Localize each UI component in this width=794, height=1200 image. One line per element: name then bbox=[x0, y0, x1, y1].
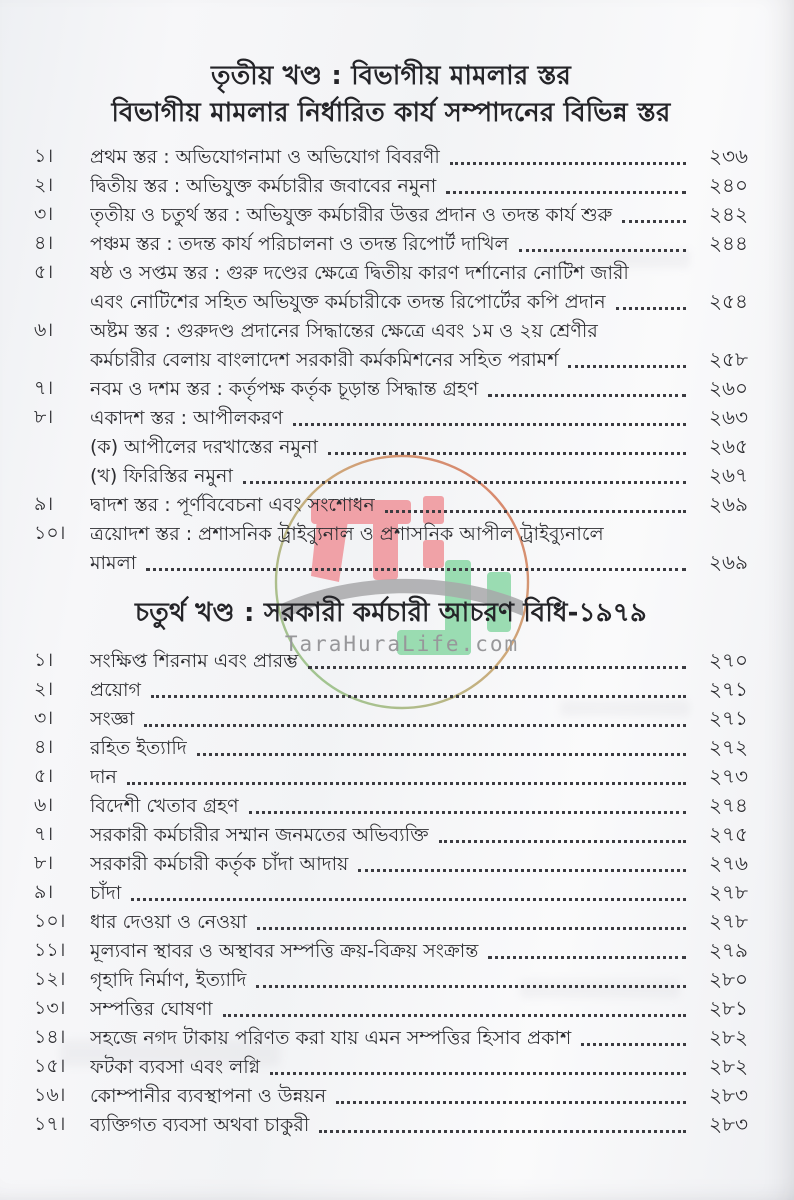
toc-row bbox=[34, 791, 748, 820]
toc-page-number: ২৬৭ bbox=[708, 463, 748, 487]
toc-item-text: নবম ও দশম স্তর : কর্তৃপক্ষ কর্তৃক চূড়ান্ত সিদ্ধান্ত গ্রহণ bbox=[90, 378, 479, 400]
toc-row bbox=[34, 849, 748, 878]
toc-item-number: ৪। bbox=[34, 232, 54, 254]
dotted-leader bbox=[568, 365, 686, 368]
toc-row bbox=[34, 461, 748, 490]
toc-row bbox=[34, 1110, 748, 1139]
toc-row bbox=[34, 200, 748, 229]
toc-page-number: ২৬৯ bbox=[709, 550, 748, 574]
toc-item-text: গৃহাদি নির্মাণ, ইত্যাদি bbox=[90, 969, 247, 991]
toc-row bbox=[34, 171, 748, 200]
toc-item-text: মামলা bbox=[90, 552, 137, 574]
toc-row bbox=[34, 762, 748, 791]
dotted-leader bbox=[197, 753, 686, 756]
toc-item-text: (ক) আপীলের দরখাস্তের নমুনা bbox=[90, 436, 318, 458]
toc-item-number: ৬। bbox=[34, 794, 54, 816]
toc-page-number: ২৭৮ bbox=[709, 909, 748, 933]
toc-page-number: ২৬০ bbox=[708, 376, 748, 400]
toc-item-number: ৭। bbox=[34, 823, 54, 845]
toc-item-number: ১০। bbox=[34, 910, 66, 932]
toc-row bbox=[34, 142, 748, 171]
dotted-leader bbox=[358, 869, 686, 872]
toc-page-number: ২৮৩ bbox=[709, 1112, 748, 1136]
toc-row bbox=[34, 1023, 748, 1052]
toc-item-text: কর্মচারীর বেলায় বাংলাদেশ সরকারী কর্মকমিশনের সহিত পরামর্শ bbox=[90, 349, 559, 371]
dotted-leader bbox=[450, 162, 686, 165]
toc-row bbox=[34, 820, 748, 849]
dotted-leader bbox=[151, 695, 686, 698]
toc-item-number: ২। bbox=[34, 174, 54, 196]
section2-title: চতুর্থ খণ্ড : সরকারী কর্মচারী আচরণ বিধি-১৯৭৯ bbox=[135, 598, 647, 628]
toc-item-number: ৮। bbox=[34, 406, 54, 428]
toc-item-number: ৪। bbox=[34, 736, 54, 758]
toc-page-number: ২৫৪ bbox=[709, 289, 748, 313]
toc-page-number: ২৬৫ bbox=[709, 434, 748, 458]
toc-row bbox=[34, 316, 748, 374]
toc-row bbox=[34, 936, 748, 965]
toc-item-text: সংক্ষিপ্ত শিরনাম এবং প্রারম্ভ bbox=[90, 650, 299, 672]
toc-page-number: ২৭৪ bbox=[709, 793, 748, 817]
toc-item-number: ১৪। bbox=[34, 1026, 66, 1048]
toc-row bbox=[34, 229, 748, 258]
dotted-leader bbox=[319, 1130, 686, 1133]
toc-page-number: ২৫৮ bbox=[709, 347, 748, 371]
dotted-leader bbox=[293, 423, 686, 426]
dotted-leader bbox=[308, 666, 686, 669]
dotted-leader bbox=[127, 782, 686, 785]
dotted-leader bbox=[488, 394, 686, 397]
toc-page-number: ২৮২ bbox=[709, 1025, 748, 1049]
toc-item-text: (খ) ফিরিস্তির নমুনা bbox=[90, 465, 233, 487]
toc-item-text: এবং নোটিশের সহিত অভিযুক্ত কর্মচারীকে তদন্ত রিপোর্টের কপি প্রদান bbox=[90, 291, 606, 313]
toc-item-text: সম্পত্তির ঘোষণা bbox=[90, 998, 213, 1020]
toc-page-number: ২৮১ bbox=[709, 996, 748, 1020]
toc-page-number: ২৩৬ bbox=[708, 144, 748, 168]
dotted-leader bbox=[581, 1043, 686, 1046]
toc-item-number: ১৫। bbox=[34, 1055, 66, 1077]
toc-item-number: ৫। bbox=[34, 765, 54, 787]
toc-item-number: ৩। bbox=[34, 203, 54, 225]
toc-page-number: ২৭৫ bbox=[709, 822, 748, 846]
toc-item-number: ২। bbox=[34, 678, 54, 700]
toc-item-number: ৩। bbox=[34, 707, 54, 729]
toc-item-number: ৭। bbox=[34, 377, 54, 399]
dotted-leader bbox=[144, 724, 686, 727]
toc-item-number: ১৭। bbox=[34, 1113, 66, 1135]
toc-row bbox=[34, 490, 748, 519]
dotted-leader bbox=[519, 249, 686, 252]
toc-row bbox=[34, 519, 748, 577]
toc-item-text: কোম্পানীর ব্যবস্থাপনা ও উন্নয়ন bbox=[90, 1085, 327, 1107]
toc-page-number: ২৭১ bbox=[709, 706, 748, 730]
dotted-leader bbox=[385, 510, 686, 513]
dotted-leader bbox=[270, 1072, 686, 1075]
toc-item-text: একাদশ স্তর : আপীলকরণ bbox=[90, 407, 283, 429]
toc-row bbox=[34, 1052, 748, 1081]
toc-row bbox=[34, 403, 748, 432]
dotted-leader bbox=[446, 191, 686, 194]
toc-item-text: চাঁদা bbox=[90, 882, 122, 904]
toc-item-text: অষ্টম স্তর : গুরুদণ্ড প্রদানের সিদ্ধান্তের ক্ষেত্রে এবং ১ম ও ২য় শ্রেণীর bbox=[90, 320, 598, 342]
toc-item-text: দান bbox=[90, 766, 117, 788]
toc-item-text: ধার দেওয়া ও নেওয়া bbox=[90, 911, 247, 933]
toc-row bbox=[34, 675, 748, 704]
toc-item-text: পঞ্চম স্তর : তদন্ত কার্য পরিচালনা ও তদন্ত রিপোর্ট দাখিল bbox=[90, 233, 509, 255]
toc-item-number: ১। bbox=[34, 145, 54, 167]
toc-item-text: রহিত ইত্যাদি bbox=[90, 737, 187, 759]
section1-title-line2: বিভাগীয় মামলার নির্ধারিত কার্য সম্পাদনের বিভিন্ন স্তর bbox=[111, 98, 671, 128]
toc-page-number: ২৬৯ bbox=[709, 492, 748, 516]
toc-page-number: ২৮০ bbox=[709, 967, 748, 991]
toc-item-number: ৫। bbox=[34, 261, 54, 283]
toc-page-number: ২৬৩ bbox=[708, 405, 748, 429]
toc-item-text: সংজ্ঞা bbox=[90, 708, 135, 730]
toc-page-number: ২৪২ bbox=[709, 202, 748, 226]
dotted-leader bbox=[488, 956, 686, 959]
toc-item-number: ৯। bbox=[34, 493, 54, 515]
dotted-leader bbox=[131, 898, 686, 901]
dotted-leader bbox=[616, 307, 686, 310]
toc-section-2 bbox=[34, 646, 748, 1139]
toc-page-number: ২৭১ bbox=[709, 677, 748, 701]
toc-row bbox=[34, 704, 748, 733]
dotted-leader bbox=[223, 1014, 686, 1017]
toc-item-text: দ্বাদশ স্তর : পূর্ণবিবেচনা এবং সংশোধন bbox=[90, 494, 375, 516]
toc-item-text: বিদেশী খেতাব গ্রহণ bbox=[90, 795, 239, 817]
toc-row bbox=[34, 994, 748, 1023]
toc-item-text: ত্রয়োদশ স্তর : প্রশাসনিক ট্রাইব্যুনাল ও প্রশাসনিক আপীল ট্রাইব্যুনালে bbox=[90, 523, 604, 545]
section-gap bbox=[34, 577, 748, 595]
toc-row bbox=[34, 646, 748, 675]
toc-row bbox=[34, 907, 748, 936]
dotted-leader bbox=[328, 452, 686, 455]
dotted-leader bbox=[336, 1101, 686, 1104]
toc-item-text: তৃতীয় ও চতুর্থ স্তর : অভিযুক্ত কর্মচারীর উত্তর প্রদান ও তদন্ত কার্য শুরু bbox=[90, 204, 613, 226]
dotted-leader bbox=[622, 220, 686, 223]
toc-section-1 bbox=[34, 142, 748, 577]
toc-item-text: সরকারী কর্মচারী কর্তৃক চাঁদা আদায় bbox=[90, 853, 349, 875]
toc-item-number: ১। bbox=[34, 649, 54, 671]
dotted-leader bbox=[243, 481, 686, 484]
toc-item-text: প্রয়োগ bbox=[90, 679, 141, 701]
toc-item-number: ৮। bbox=[34, 852, 54, 874]
toc-row bbox=[34, 374, 748, 403]
toc-item-number: ৬। bbox=[34, 319, 54, 341]
toc-page-number: ২৭২ bbox=[708, 735, 748, 759]
dotted-leader bbox=[146, 568, 686, 571]
toc-item-number: ১২। bbox=[34, 968, 66, 990]
toc-row bbox=[34, 258, 748, 316]
watermark-site-text: TaraHuraLife.com bbox=[284, 632, 520, 656]
toc-page-number: ২৭৯ bbox=[709, 938, 748, 962]
toc-item-number: ১৬। bbox=[34, 1084, 66, 1106]
toc-item-text: প্রথম স্তর : অভিযোগনামা ও অভিযোগ বিবরণী bbox=[90, 146, 440, 168]
toc-page-number: ২৭৩ bbox=[708, 764, 748, 788]
toc-row bbox=[34, 1081, 748, 1110]
toc-item-text: দ্বিতীয় স্তর : অভিযুক্ত কর্মচারীর জবাবের নমুনা bbox=[90, 175, 437, 197]
toc-row bbox=[34, 965, 748, 994]
toc-item-text: মূল্যবান স্থাবর ও অস্থাবর সম্পত্তি ক্রয়-বিক্রয় সংক্রান্ত bbox=[90, 940, 479, 962]
toc-item-text: ষষ্ঠ ও সপ্তম স্তর : গুরু দণ্ডের ক্ষেত্রে দ্বিতীয় কারণ দর্শানোর নোটিশ জারী bbox=[90, 262, 629, 284]
toc-item-number: ১০। bbox=[34, 522, 66, 544]
toc-row bbox=[34, 432, 748, 461]
toc-item-number: ১১। bbox=[34, 939, 66, 961]
toc-item-text: ফটকা ব্যবসা এবং লগ্নি bbox=[90, 1056, 261, 1078]
toc-item-text: সহজে নগদ টাকায় পরিণত করা যায় এমন সম্পত্তির হিসাব প্রকাশ bbox=[90, 1027, 572, 1049]
toc-row bbox=[34, 733, 748, 762]
dotted-leader bbox=[439, 840, 686, 843]
toc-row bbox=[34, 878, 748, 907]
toc-page-number: ২৮২ bbox=[709, 1054, 748, 1078]
section1-title-line1: তৃতীয় খণ্ড : বিভাগীয় মামলার স্তর bbox=[211, 61, 571, 91]
toc-page-number: ২৭০ bbox=[708, 648, 748, 672]
toc-page-number: ২৭৮ bbox=[709, 880, 748, 904]
toc-page-number: ২৪৪ bbox=[709, 231, 748, 255]
toc-page-number: ২৭৬ bbox=[708, 851, 748, 875]
toc-item-text: ব্যক্তিগত ব্যবসা অথবা চাকুরী bbox=[90, 1114, 310, 1136]
toc-page-number: ২৪০ bbox=[709, 173, 748, 197]
toc-item-text: সরকারী কর্মচারীর সম্মান জনমতের অভিব্যক্তি bbox=[90, 824, 429, 846]
dotted-leader bbox=[257, 927, 686, 930]
toc-page-number: ২৮৩ bbox=[709, 1083, 748, 1107]
dotted-leader bbox=[256, 985, 686, 988]
dotted-leader bbox=[249, 811, 686, 814]
toc-item-number: ১৩। bbox=[34, 997, 66, 1019]
toc-item-number: ৯। bbox=[34, 881, 54, 903]
